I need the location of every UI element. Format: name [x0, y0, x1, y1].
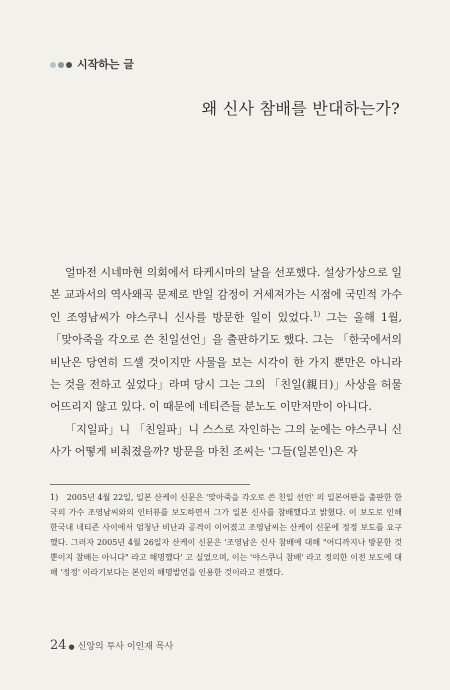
paragraph-2: 「지일파」니 「친일파」니 스스로 자인하는 그의 눈에는 야스쿠니 신사가 어떻게 비춰졌을까? 방문을 마친 조씨는 '그들(일본인)은 자: [50, 422, 402, 459]
section-label-text: 시작하는 글: [77, 58, 134, 71]
three-dots-icon: [50, 58, 74, 71]
footnote-text: 2005년 4월 22일, 일본 산케이 신문은 '맞아죽을 각오로 쓴 친일 선언' 의 일본어판을 출판한 한국의 가수 조영남씨와의 인터뷰를 보도하면서 그가 일본 신사를 참배했다고 밝혔다. 이 보도로 인해 한국내 네티즌 사이에서 엄청난 비난과 공격이 이어졌고 조영남씨는 산케이 신문에 정정 보도를 요구했다. 그러자 2005년 4월 26일자 산케이 신문은 '조영남은 신사 참배에 대해 "어디까지나 방문한 것뿐이지 참배는 아니다" 라고 해명했다' 고 실었으며, 이는 '야스쿠니 참배' 라고 정의한 이전 보도에 대해 '정정' 이라기보다는 본인의 해명발언을 인용한 것이라고 전했다.: [50, 493, 402, 577]
paragraph-1-part-1: 얼마전 시네마현 의회에서 타케시마의 날을 선포했다. 설상가상으로 일본 교과서의 역사왜곡 문제로 반일 감정이 거세져가는 시점에 국민적 가수인 조영남씨가 야스쿠니 신사를 방문한 일이 있었다.: [50, 266, 402, 324]
body-text: [50, 262, 402, 464]
footnote-divider: [50, 484, 250, 485]
book-title: 신앙의 투사 이인재 목사: [77, 642, 174, 652]
section-label: [50, 56, 134, 72]
chapter-title: 왜 신사 참배를 반대하는가?: [201, 99, 400, 118]
footnote: [50, 490, 402, 580]
footnote-number: 1): [50, 493, 59, 502]
page-number: 24: [50, 638, 67, 653]
footnote-ref: 1): [313, 310, 321, 319]
bullet-icon: ●: [68, 643, 75, 651]
paragraph-1: [50, 262, 402, 419]
page-footer: [50, 638, 173, 653]
paragraph-1-part-2: 그는 올해 1월, 「맞아죽을 각오로 쓴 친일선언」을 출판하기도 했다. 그는 「한국에서의 비난은 당연히 드셀 것이지만 사물을 보는 시각이 한 가지 뿐만은 아니라는 것을 전하고 싶었다」라며 당시 그는 그의 「친일(親日)」사상을 허물어뜨리지 않고 있다. 이 때문에 네티즌들 분노도 이만저만이 아니다.: [50, 310, 402, 414]
